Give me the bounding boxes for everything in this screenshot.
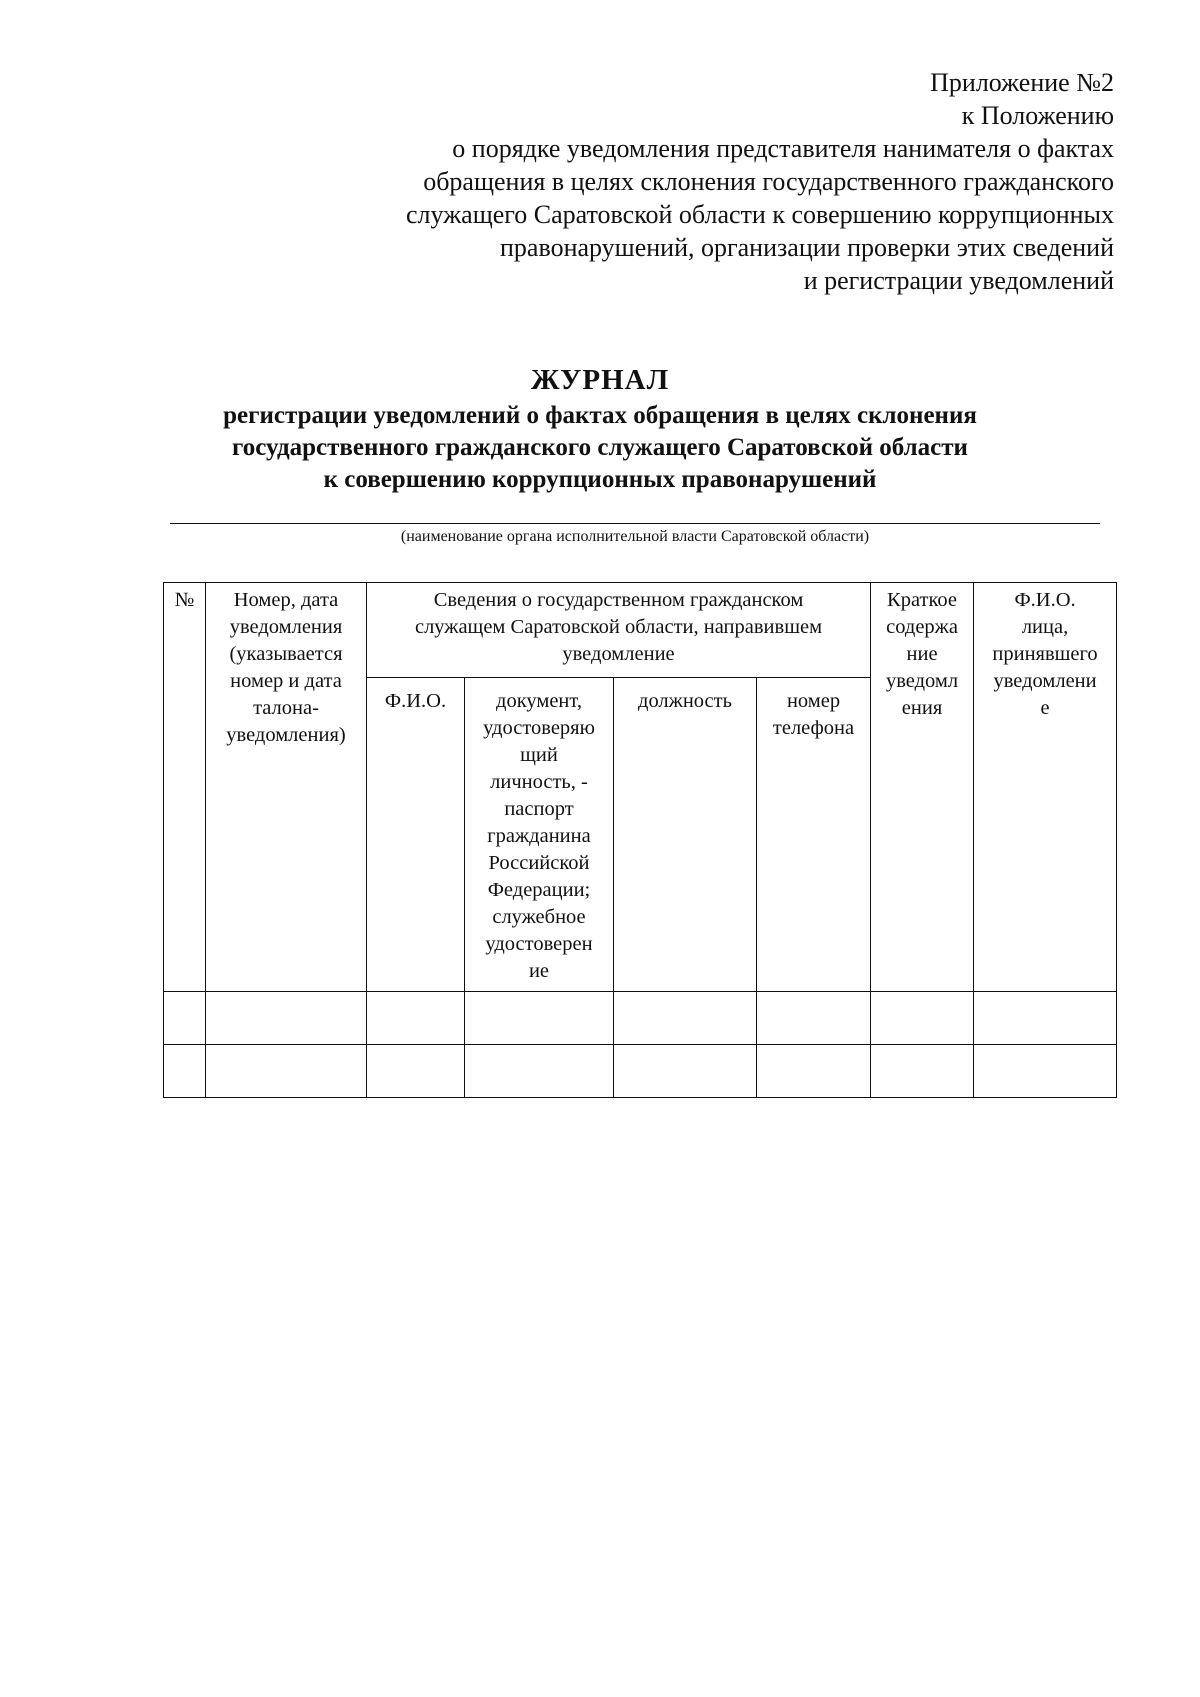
org-name-line (170, 523, 1100, 524)
header-text: личность, - (490, 771, 588, 793)
appendix-line: Приложение №2 (930, 68, 1114, 97)
table-cell (757, 1045, 871, 1098)
header-text: должность (638, 690, 732, 712)
header-position (614, 678, 757, 992)
header-text: Номер, дата (233, 589, 339, 611)
header-servant-info (367, 583, 871, 678)
header-text: (указывается (229, 643, 343, 665)
header-text: содержа (886, 616, 958, 638)
appendix-line: служащего Саратовской области к совершению коррупционных (406, 200, 1114, 229)
header-text: служащем Саратовской области, направившем (414, 616, 823, 638)
header-text: уведомления) (226, 724, 346, 746)
header-num (164, 583, 206, 992)
header-text: ения (901, 697, 943, 719)
appendix-header (214, 66, 1114, 297)
table-cell (757, 992, 871, 1045)
table-cell (871, 1045, 974, 1098)
header-text: уведомл (885, 670, 959, 692)
header-text: щий (520, 744, 558, 766)
header-text: гражданина (487, 825, 591, 847)
header-text: Краткое (887, 589, 958, 611)
header-text: номер и дата (230, 670, 342, 692)
table-row (164, 1045, 1117, 1098)
table-cell (871, 992, 974, 1045)
header-document (465, 678, 614, 992)
header-text: Федерации; (487, 879, 591, 901)
title-block (0, 362, 1200, 496)
header-text: Ф.И.О. (1014, 589, 1076, 611)
header-text: № (174, 589, 195, 611)
document-subtitle (0, 400, 1200, 496)
header-text: служебное (492, 906, 586, 928)
table-cell (465, 1045, 614, 1098)
appendix-line: обращения в целях склонения государственного гражданского (423, 167, 1114, 196)
table-cell (164, 992, 206, 1045)
header-text: Российской (488, 852, 590, 874)
header-text: документ, (496, 690, 582, 712)
header-text: Сведения о государственном гражданском (433, 589, 804, 611)
table-cell (367, 992, 465, 1045)
header-text: удостоверен (485, 933, 593, 955)
appendix-line: о порядке уведомления представителя нанимателя о фактах (452, 134, 1114, 163)
subtitle-line: регистрации уведомлений о фактах обращения в целях склонения (223, 402, 977, 429)
header-phone (757, 678, 871, 992)
org-name-caption: (наименование органа исполнительной власти Саратовской области) (400, 528, 870, 545)
header-text: ние (906, 643, 938, 665)
header-text: лица, (1021, 616, 1069, 638)
header-received-by (974, 583, 1117, 992)
table-cell (164, 1045, 206, 1098)
journal-table (163, 582, 1117, 1098)
appendix-line: и регистрации уведомлений (803, 266, 1114, 295)
table-cell (206, 1045, 367, 1098)
table-header-row (164, 583, 1117, 678)
table-cell (206, 992, 367, 1045)
table-cell (974, 1045, 1117, 1098)
header-notice (206, 583, 367, 992)
table-cell (614, 1045, 757, 1098)
header-text: номер (786, 690, 841, 712)
table-cell (614, 992, 757, 1045)
table-cell (367, 1045, 465, 1098)
subtitle-line: к совершению коррупционных правонарушений (323, 466, 877, 493)
document-title: ЖУРНАЛ (530, 364, 670, 396)
header-summary (871, 583, 974, 992)
header-text: уведомления (229, 616, 343, 638)
appendix-line: правонарушений, организации проверки этих сведений (500, 233, 1114, 262)
header-text: принявшего (992, 643, 1098, 665)
appendix-line: к Положению (961, 101, 1114, 130)
table-cell (465, 992, 614, 1045)
subtitle-line: государственного гражданского служащего Саратовской области (232, 434, 968, 461)
header-text: уведомление (562, 643, 675, 665)
header-text: удостоверяю (483, 717, 595, 739)
header-text: телефона (772, 717, 855, 739)
table-row (164, 992, 1117, 1045)
header-text: талона- (253, 697, 319, 719)
table-cell (974, 992, 1117, 1045)
header-text: Ф.И.О. (384, 690, 447, 712)
header-text: е (1040, 697, 1050, 719)
header-fio (367, 678, 465, 992)
header-text: ие (528, 960, 550, 982)
header-text: уведомлени (993, 670, 1097, 692)
header-text: паспорт (504, 798, 574, 820)
